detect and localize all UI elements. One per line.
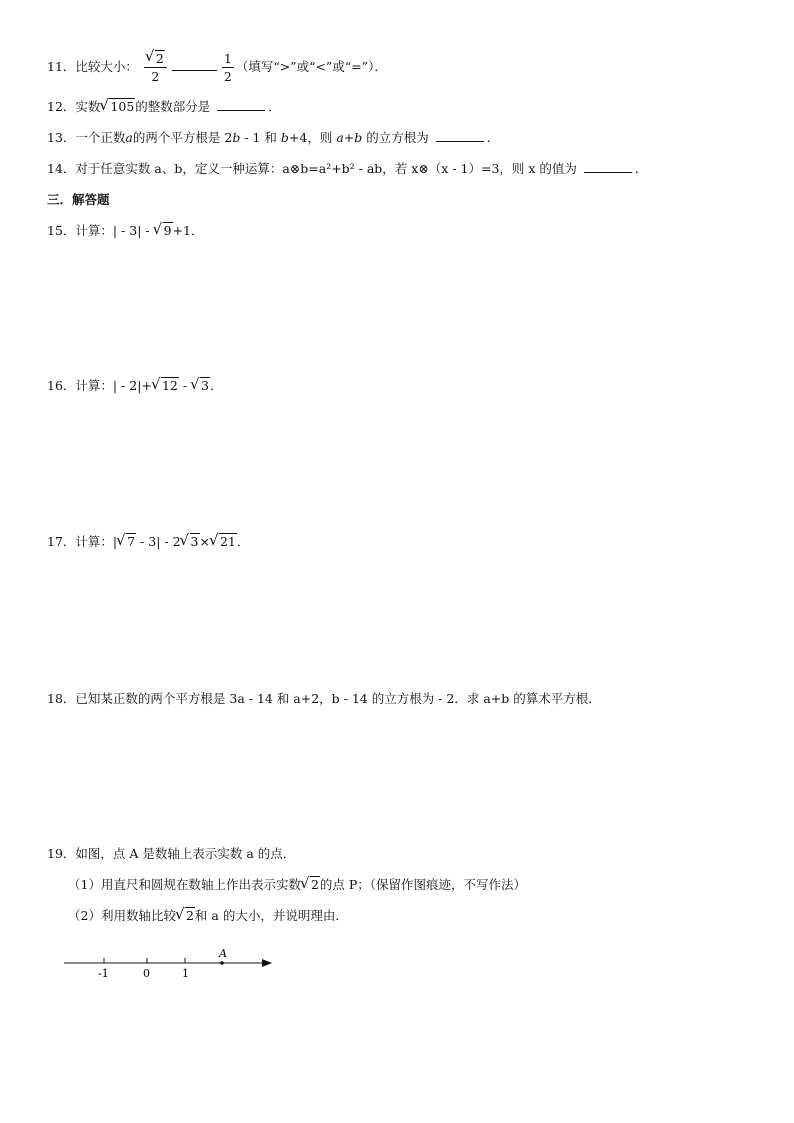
axis-arrow <box>262 959 272 967</box>
sqrt-expression: √ 9 <box>154 222 173 240</box>
question-number: 19． <box>47 846 76 861</box>
question-number: 14． <box>47 161 76 176</box>
question-17: 17．计算：|√ 7 - 3| - 2√ 3×√ 21． <box>47 533 249 551</box>
question-text: 已知某正数的两个平方根是 3a - 14 和 a+2，b - 14 的立方根为 - 2．求 a+b 的算术平方根． <box>75 691 601 706</box>
question-number: 12． <box>47 99 76 114</box>
question-12: 12．实数√ 105的整数部分是 ． <box>47 98 281 116</box>
question-text: 对于任意实数 a、b，定义一种运算：a⊗b=a²+b² - ab，若 x⊗（x - 1）=3，则 x 的值为 <box>75 161 577 176</box>
question-18 <box>47 690 601 708</box>
question-number: 16． <box>47 378 76 393</box>
question-16: 16．计算：| - 2|+√ 12 - √ 3． <box>47 377 222 395</box>
question-number: 15． <box>47 223 76 238</box>
tick-label-1: 1 <box>182 967 189 980</box>
answer-blank[interactable] <box>217 98 265 111</box>
question-text: 如图，点 A 是数轴上表示实数 a 的点． <box>75 846 296 861</box>
question-number: 17． <box>47 534 76 549</box>
question-text: 比较大小： <box>75 59 138 74</box>
question-19-part-1: （1）用直尺和圆规在数轴上作出表示实数√ 2的点 P；（保留作图痕迹，不写作法） <box>68 876 526 894</box>
question-14: 14．对于任意实数 a、b，定义一种运算：a⊗b=a²+b² - ab，若 x⊗（x - 1）=3，则 x 的值为 ． <box>47 161 648 176</box>
number-line-diagram <box>62 948 282 984</box>
sqrt-expression: √ 3 <box>181 533 200 551</box>
answer-blank[interactable] <box>436 129 484 142</box>
sqrt-expression: √ 2 <box>301 876 320 894</box>
tick-label-minus-1: -1 <box>98 967 109 980</box>
question-number: 13． <box>47 130 76 145</box>
question-15: 15．计算：| - 3| - √ 9+1． <box>47 222 204 240</box>
question-number: 11． <box>47 59 76 74</box>
question-13: 13．一个正数a的两个平方根是 2b - 1 和 b+4，则 a+b 的立方根为 ． <box>47 130 500 145</box>
sqrt-expression: √ 21 <box>210 533 237 551</box>
sqrt-expression: √ 2 <box>176 907 195 925</box>
question-19-part-2: （2）利用数轴比较√ 2和 a 的大小，并说明理由． <box>68 907 348 925</box>
question-19 <box>47 845 295 863</box>
point-a-label: A <box>219 948 227 960</box>
sqrt-expression: √ 105 <box>100 98 135 116</box>
question-hint: （填写“>”或“<”或“=”）． <box>235 59 387 74</box>
question-number: 18． <box>47 691 76 706</box>
sqrt-expression: √ 12 <box>152 377 179 395</box>
section-heading: 三．解答题 <box>47 192 110 207</box>
answer-blank[interactable] <box>172 58 217 71</box>
answer-blank[interactable] <box>584 160 632 173</box>
sqrt-expression: √ 3 <box>191 377 210 395</box>
tick-label-0: 0 <box>143 967 150 980</box>
fraction-sqrt2-over-2: √ $\frac{2}{2}$ <box>144 50 167 85</box>
fraction-one-half: $\frac{1}{2}$ <box>223 51 232 84</box>
point-a <box>220 961 224 965</box>
question-11 <box>47 50 387 85</box>
sqrt-expression: √ 7 <box>117 533 136 551</box>
